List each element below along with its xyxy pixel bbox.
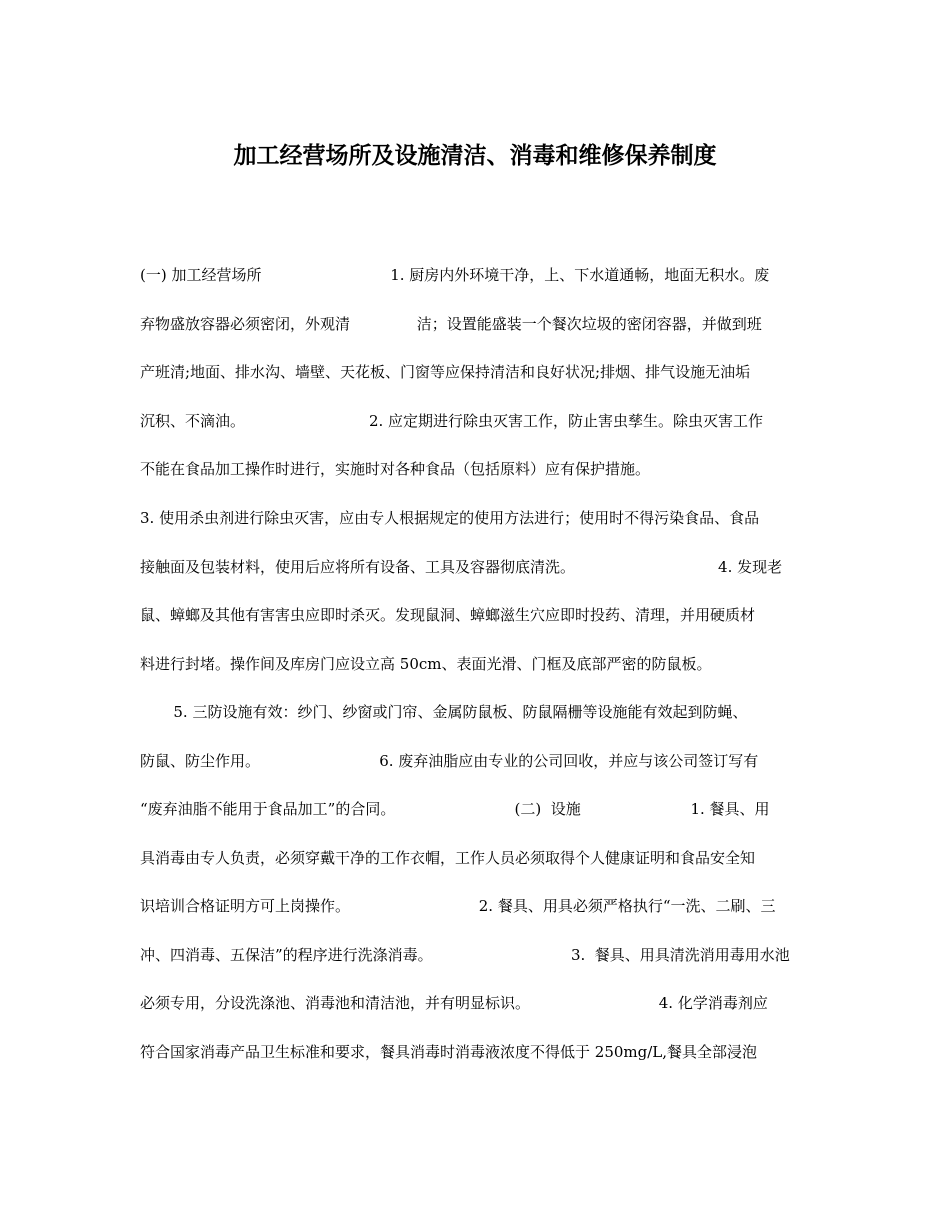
body-line-12: “废弃油脂不能用于食品加工”的合同。 (二) 设施 1. 餐具、用 <box>140 800 770 818</box>
body-line-14: 识培训合格证明方可上岗操作。 2. 餐具、用具必须严格执行“一洗、二刷、三 <box>140 897 776 915</box>
body-line-3: 产班清;地面、排水沟、墙壁、天花板、门窗等应保持清洁和良好状况;排烟、排气设施无油垢 <box>140 363 751 381</box>
body-line-6: 3. 使用杀虫剂进行除虫灭害，应由专人根据规定的使用方法进行；使用时不得污染食品、食品 <box>140 509 760 527</box>
body-line-8: 鼠、蟑螂及其他有害害虫应即时杀灭。发现鼠洞、蟑螂滋生穴应即时投药、清理，并用硬质材 <box>140 606 756 624</box>
body-line-15: 冲、四消毒、五保洁”的程序进行洗涤消毒。 3. 餐具、用具清洗消用毒用水池 <box>140 946 790 964</box>
body-line-1: (一) 加工经营场所 1. 厨房内外环境干净，上、下水道通畅，地面无积水。废 <box>140 266 770 284</box>
body-line-7: 接触面及包装材料，使用后应将所有设备、工具及容器彻底清洗。 4. 发现老 <box>140 558 783 576</box>
body-line-5: 不能在食品加工操作时进行，实施时对各种食品（包括原料）应有保护措施。 <box>140 460 651 478</box>
body-line-17: 符合国家消毒产品卫生标准和要求，餐具消毒时消毒液浓度不得低于 250mg/L,餐具全部浸泡 <box>140 1043 758 1061</box>
body-line-9: 料进行封堵。操作间及库房门应设立高 50cm、表面光滑、门框及底部严密的防鼠板。 <box>140 655 712 673</box>
body-line-11: 防鼠、防尘作用。 6. 废弃油脂应由专业的公司回收，并应与该公司签订写有 <box>140 752 759 770</box>
body-line-10: 5. 三防设施有效：纱门、纱窗或门帘、金属防鼠板、防鼠隔栅等设施能有效起到防蝇、 <box>140 703 748 721</box>
body-line-4: 沉积、不滴油。 2. 应定期进行除虫灭害工作，防止害虫孳生。除虫灭害工作 <box>140 412 764 430</box>
document-title: 加工经营场所及设施清洁、消毒和维修保养制度 <box>233 143 717 169</box>
body-line-16: 必须专用，分设洗涤池、消毒池和清洁池，并有明显标识。 4. 化学消毒剂应 <box>140 994 768 1012</box>
body-line-2: 弃物盛放容器必须密闭，外观清 洁；设置能盛装一个餐次垃圾的密闭容器，并做到班 <box>140 315 762 333</box>
body-line-13: 具消毒由专人负责，必须穿戴干净的工作衣帽，工作人员必须取得个人健康证明和食品安全知 <box>140 849 756 867</box>
